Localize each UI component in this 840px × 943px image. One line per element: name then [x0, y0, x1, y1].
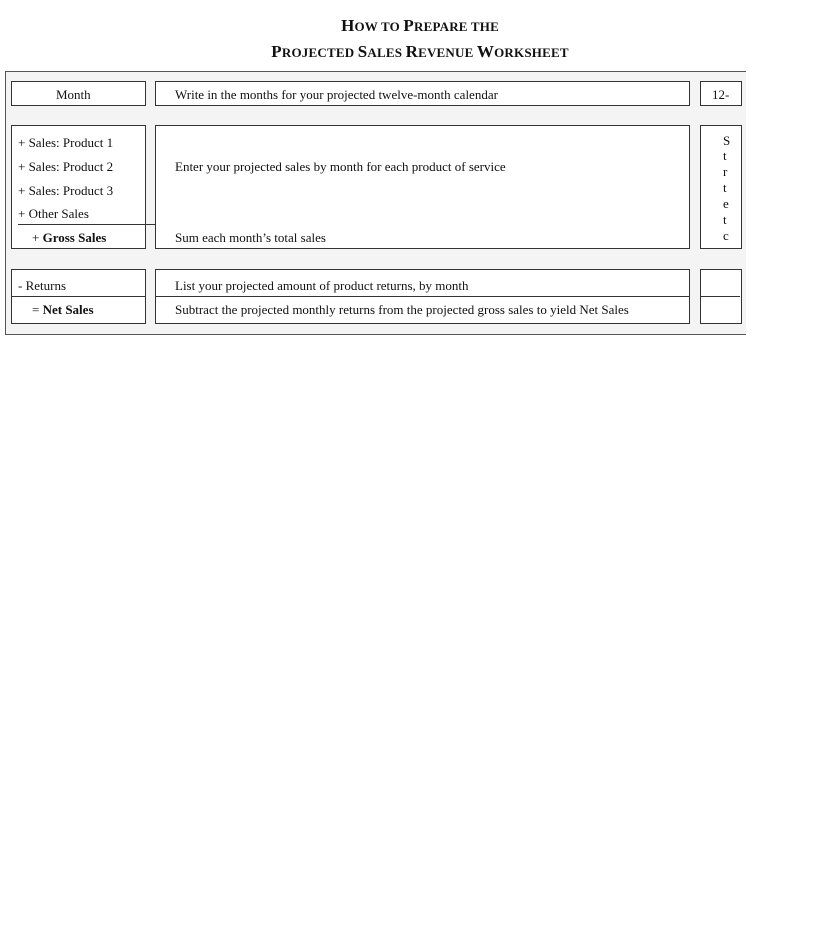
right-fragment-6: t: [723, 212, 727, 227]
returns-right-divider: [700, 296, 740, 297]
sales-product-1-label: + Sales: Product 1: [18, 135, 114, 150]
returns-label-divider: [11, 296, 146, 297]
gross-sales-desc: Sum each month’s total sales: [175, 230, 326, 245]
net-sales-prefix: =: [32, 302, 40, 317]
net-sales-label: [32, 302, 94, 318]
right-fragment-5: e: [723, 196, 729, 211]
gross-sales-text: Gross Sales: [42, 230, 107, 245]
page-title-line-2: PROJECTED SALES REVENUE WORKSHEET: [271, 42, 569, 61]
gross-sales-prefix: +: [32, 230, 40, 245]
net-sales-desc: Subtract the projected monthly returns from the projected gross sales to yield Net Sales: [175, 302, 629, 317]
sales-desc: Enter your projected sales by month for each product of service: [175, 159, 506, 174]
title-word-1: H: [341, 16, 355, 35]
right-fragment-1: S: [723, 133, 731, 148]
sales-product-2-label: + Sales: Product 2: [18, 159, 114, 174]
sales-product-3-label: + Sales: Product 3: [18, 183, 114, 198]
page-title-line-1: HOW TO PREPARE THE: [341, 16, 499, 35]
right-fragment-4: t: [723, 180, 727, 195]
returns-desc-divider: [155, 296, 690, 297]
right-fragment-3: r: [723, 164, 728, 179]
right-fragment-7: c: [723, 228, 729, 243]
sales-right-box: [700, 125, 742, 249]
month-right-text: 12-: [712, 87, 730, 102]
other-sales-label: + Other Sales: [18, 206, 89, 221]
net-sales-text: Net Sales: [42, 302, 94, 317]
returns-label: - Returns: [18, 278, 67, 293]
returns-desc: List your projected amount of product returns, by month: [175, 278, 469, 293]
gross-sales-label: [32, 230, 106, 246]
month-desc: Write in the months for your projected twelve-month calendar: [175, 87, 498, 102]
right-fragment-2: t: [723, 148, 727, 163]
month-label: Month: [56, 87, 91, 102]
